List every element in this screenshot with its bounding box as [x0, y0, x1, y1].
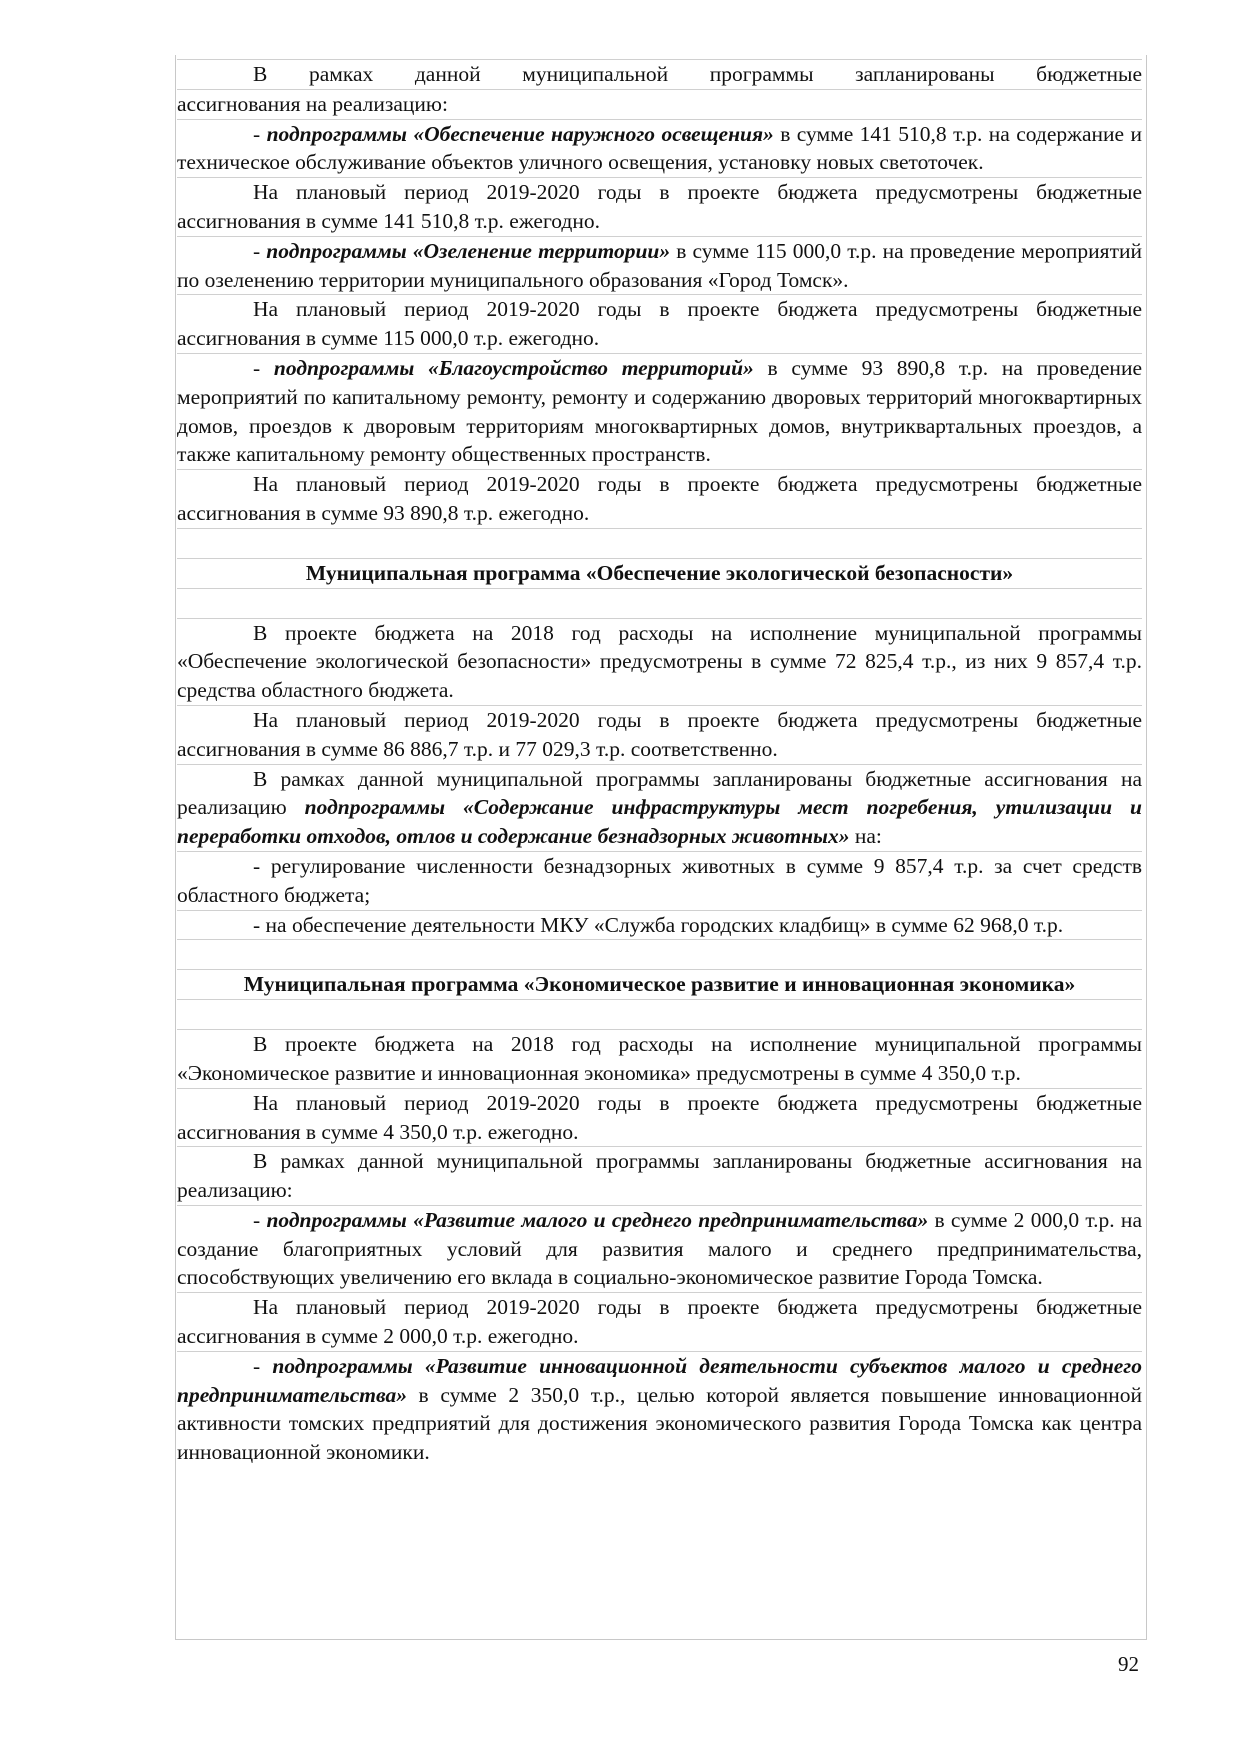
blank-line [177, 999, 1142, 1029]
subprogram-name: подпрограммы «Обеспечение наружного освещения» [266, 121, 774, 146]
paragraph [177, 764, 1142, 851]
paragraph-text: в сумме 93 890,8 т.р. на проведение мероприятий по капитальному ремонту, ремонту и содержанию дворовых территорий многоквартирных домов, проездов к дворовым территориям многоквартирных домов, внутриквартальных проездов, а также капитальному ремонту общественных пространств. [177, 355, 1142, 467]
paragraph: На плановый период 2019-2020 годы в проекте бюджета предусмотрены бюджетные ассигнования в сумме 93 890,8 т.р. ежегодно. [177, 469, 1142, 528]
paragraph: - на обеспечение деятельности МКУ «Служба городских кладбищ» в сумме 62 968,0 т.р. [177, 910, 1142, 940]
paragraph-text: - [253, 121, 267, 146]
subprogram-name: подпрограммы «Благоустройство территорий» [273, 355, 754, 380]
paragraph-text: В рамках данной муниципальной программы запланированы бюджетные ассигнования на реализацию [177, 766, 1142, 820]
paragraph-text: - [253, 1207, 267, 1232]
blank-line [177, 939, 1142, 969]
subprogram-name: подпрограммы «Содержание инфраструктуры мест погребения, утилизации и переработки отходов, отлов и содержание безнадзорных животных» [177, 795, 1142, 849]
blank-line [177, 588, 1142, 618]
paragraph: ассигнования на реализацию: [177, 89, 1142, 119]
paragraph [177, 1205, 1142, 1292]
paragraph-text: в сумме 2 000,0 т.р. на создание благоприятных условий для развития малого и среднего предпринимательства, способствующих увеличению его вклада в социально-экономическое развитие Города Томска. [177, 1207, 1142, 1290]
paragraph: На плановый период 2019-2020 годы в проекте бюджета предусмотрены бюджетные ассигнования в сумме 4 350,0 т.р. ежегодно. [177, 1088, 1142, 1147]
paragraph-text: в сумме 2 350,0 т.р., целью которой является повышение инновационной активности томских предприятий для достижения экономического развития Города Томска как центра инновационной экономики. [177, 1382, 1142, 1465]
paragraph [177, 236, 1142, 295]
paragraph-text: в сумме 141 510,8 т.р. на содержание и техническое обслуживание объектов уличного освещения, установку новых светоточек. [177, 121, 1142, 175]
paragraph-text: - [253, 238, 267, 263]
document-body [177, 59, 1142, 1467]
paragraph-text: в сумме 115 000,0 т.р. на проведение мероприятий по озеленению территории муниципального образования «Город Томск». [177, 238, 1142, 292]
paragraph: - регулирование численности безнадзорных животных в сумме 9 857,4 т.р. за счет средств областного бюджета; [177, 851, 1142, 910]
paragraph: На плановый период 2019-2020 годы в проекте бюджета предусмотрены бюджетные ассигнования в сумме 86 886,7 т.р. и 77 029,3 т.р. соответственно. [177, 705, 1142, 764]
section-heading: Муниципальная программа «Обеспечение экологической безопасности» [177, 558, 1142, 588]
page-number: 92 [1118, 1652, 1139, 1676]
paragraph-text: - [253, 355, 274, 380]
paragraph: В рамках данной муниципальной программы запланированы бюджетные [177, 59, 1142, 89]
paragraph: В проекте бюджета на 2018 год расходы на исполнение муниципальной программы «Обеспечение экологической безопасности» предусмотрены в сумме 72 825,4 т.р., из них 9 857,4 т.р. средства областного бюджета. [177, 618, 1142, 705]
paragraph: На плановый период 2019-2020 годы в проекте бюджета предусмотрены бюджетные ассигнования в сумме 115 000,0 т.р. ежегодно. [177, 294, 1142, 353]
paragraph [177, 119, 1142, 178]
blank-line [177, 528, 1142, 558]
paragraph [177, 353, 1142, 469]
paragraph: На плановый период 2019-2020 годы в проекте бюджета предусмотрены бюджетные ассигнования в сумме 141 510,8 т.р. ежегодно. [177, 177, 1142, 236]
paragraph: В рамках данной муниципальной программы запланированы бюджетные ассигнования на реализацию: [177, 1146, 1142, 1205]
paragraph: На плановый период 2019-2020 годы в проекте бюджета предусмотрены бюджетные ассигнования в сумме 2 000,0 т.р. ежегодно. [177, 1292, 1142, 1351]
subprogram-name: подпрограммы «Озеленение территории» [266, 238, 671, 263]
subprogram-name: подпрограммы «Развитие инновационной деятельности субъектов малого и среднего предпринимательства» [177, 1353, 1142, 1407]
paragraph: В проекте бюджета на 2018 год расходы на исполнение муниципальной программы «Экономическое развитие и инновационная экономика» предусмотрены в сумме 4 350,0 т.р. [177, 1029, 1142, 1088]
section-heading: Муниципальная программа «Экономическое развитие и инновационная экономика» [177, 969, 1142, 999]
paragraph-text: на: [849, 824, 882, 849]
paragraph [177, 1351, 1142, 1467]
subprogram-name: подпрограммы «Развитие малого и среднего предпринимательства» [266, 1207, 929, 1232]
paragraph-text: - [253, 1353, 273, 1378]
